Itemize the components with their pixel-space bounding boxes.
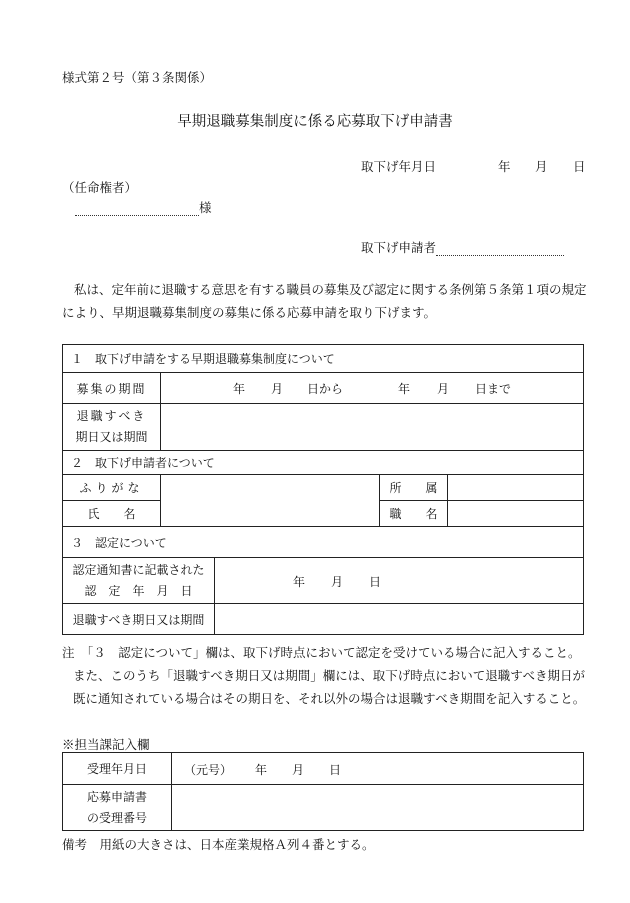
note-line2: また、このうち「退職すべき期日又は期間」欄には、取下げ時点において退職すべき期日が <box>73 668 586 683</box>
retire-period-label: 退職すべき期日又は期間 <box>63 604 215 635</box>
name-field[interactable] <box>161 475 380 527</box>
retire-period-field[interactable] <box>215 604 584 635</box>
to-month: 月 <box>437 382 450 396</box>
applicant-line <box>361 238 564 256</box>
received-month: 月 <box>292 762 305 777</box>
appointer-honorific: 様 <box>199 200 212 215</box>
position-field[interactable] <box>448 501 584 527</box>
form-number: 様式第２号（第３条関係） <box>62 70 213 85</box>
receipt-number-row <box>63 785 584 831</box>
appointer-name-field[interactable] <box>75 201 199 216</box>
position-label: 職 名 <box>380 501 448 527</box>
section3-heading: ３ 認定について <box>63 527 584 558</box>
received-date-row <box>63 753 584 785</box>
receipt-number-label-line2: の受理番号 <box>86 810 147 825</box>
retire-date-row <box>63 404 584 451</box>
section1-heading: １ 取下げ申請をする早期退職募集制度について <box>63 345 584 373</box>
note-line3: 既に通知されている場合はその期日を、それ以外の場合は退職すべき期間を記入すること。 <box>73 691 586 706</box>
received-era: （元号） <box>184 762 233 777</box>
cert-day: 日 <box>369 574 382 589</box>
retire-date-label-line1: 退職すべき <box>76 409 147 423</box>
appointer-label: （任命権者） <box>62 180 138 195</box>
retire-date-label <box>63 404 161 451</box>
name-label: 氏 名 <box>63 501 161 527</box>
furigana-row <box>63 475 584 501</box>
from-month: 月 <box>271 382 284 396</box>
furigana-label: ふりがな <box>63 475 161 501</box>
appointer-line <box>75 198 212 216</box>
withdrawal-date-year: 年 <box>498 159 511 174</box>
applicant-label: 取下げ申請者 <box>361 240 437 255</box>
from-day: 日から <box>307 382 344 396</box>
cert-date-field[interactable] <box>215 558 584 604</box>
intro-text-line1: 私は、定年前に退職する意思を有する職員の募集及び認定に関する条例第５条第１項の規定 <box>74 282 587 297</box>
cert-date-row <box>63 558 584 604</box>
receipt-number-label-line1: 応募申請書 <box>86 789 147 804</box>
note-line1: 注 「３ 認定について」欄は、取下げ時点において認定を受けている場合に記入すること。 <box>62 645 581 660</box>
received-day: 日 <box>329 762 342 777</box>
cert-date-label <box>63 558 215 604</box>
withdrawal-date-label: 取下げ年月日 <box>361 159 437 174</box>
cert-date-label-line2: 認 定 年 月 日 <box>84 583 193 598</box>
office-heading: ※担当課記入欄 <box>62 737 150 752</box>
to-day: 日まで <box>475 382 512 396</box>
recruit-period-label: 募集の期間 <box>63 373 161 404</box>
withdrawal-date-day: 日 <box>573 159 586 174</box>
to-year: 年 <box>398 382 411 396</box>
section3-row <box>63 527 584 558</box>
cert-year: 年 <box>293 574 306 589</box>
section2-row <box>63 451 584 475</box>
received-year: 年 <box>255 762 268 777</box>
application-table <box>62 344 584 635</box>
from-year: 年 <box>233 382 246 396</box>
intro-text-line2: により、早期退職募集制度の募集に係る応募申請を取り下げます。 <box>62 305 437 320</box>
section1-row <box>63 345 584 373</box>
retire-period-row <box>63 604 584 635</box>
receipt-number-field[interactable] <box>172 785 584 831</box>
section2-heading: ２ 取下げ申請者について <box>63 451 584 475</box>
receipt-number-label <box>63 785 172 831</box>
cert-month: 月 <box>331 574 344 589</box>
received-date-field[interactable] <box>172 753 584 785</box>
withdrawal-date-month: 月 <box>535 159 548 174</box>
affiliation-field[interactable] <box>448 475 584 501</box>
affiliation-label: 所 属 <box>380 475 448 501</box>
office-table <box>62 752 584 831</box>
recruit-period-row <box>63 373 584 404</box>
document-title: 早期退職募集制度に係る応募取下げ申請書 <box>177 114 453 130</box>
applicant-name-field[interactable] <box>436 241 564 256</box>
received-date-label: 受理年月日 <box>63 753 172 785</box>
footer-note: 備考 用紙の大きさは、日本産業規格Ａ列４番とする。 <box>62 837 375 852</box>
recruit-period-field[interactable] <box>161 373 584 404</box>
retire-date-field[interactable] <box>161 404 584 451</box>
cert-date-label-line1: 認定通知書に記載された <box>72 562 205 577</box>
retire-date-label-line2: 期日又は期間 <box>75 430 148 444</box>
